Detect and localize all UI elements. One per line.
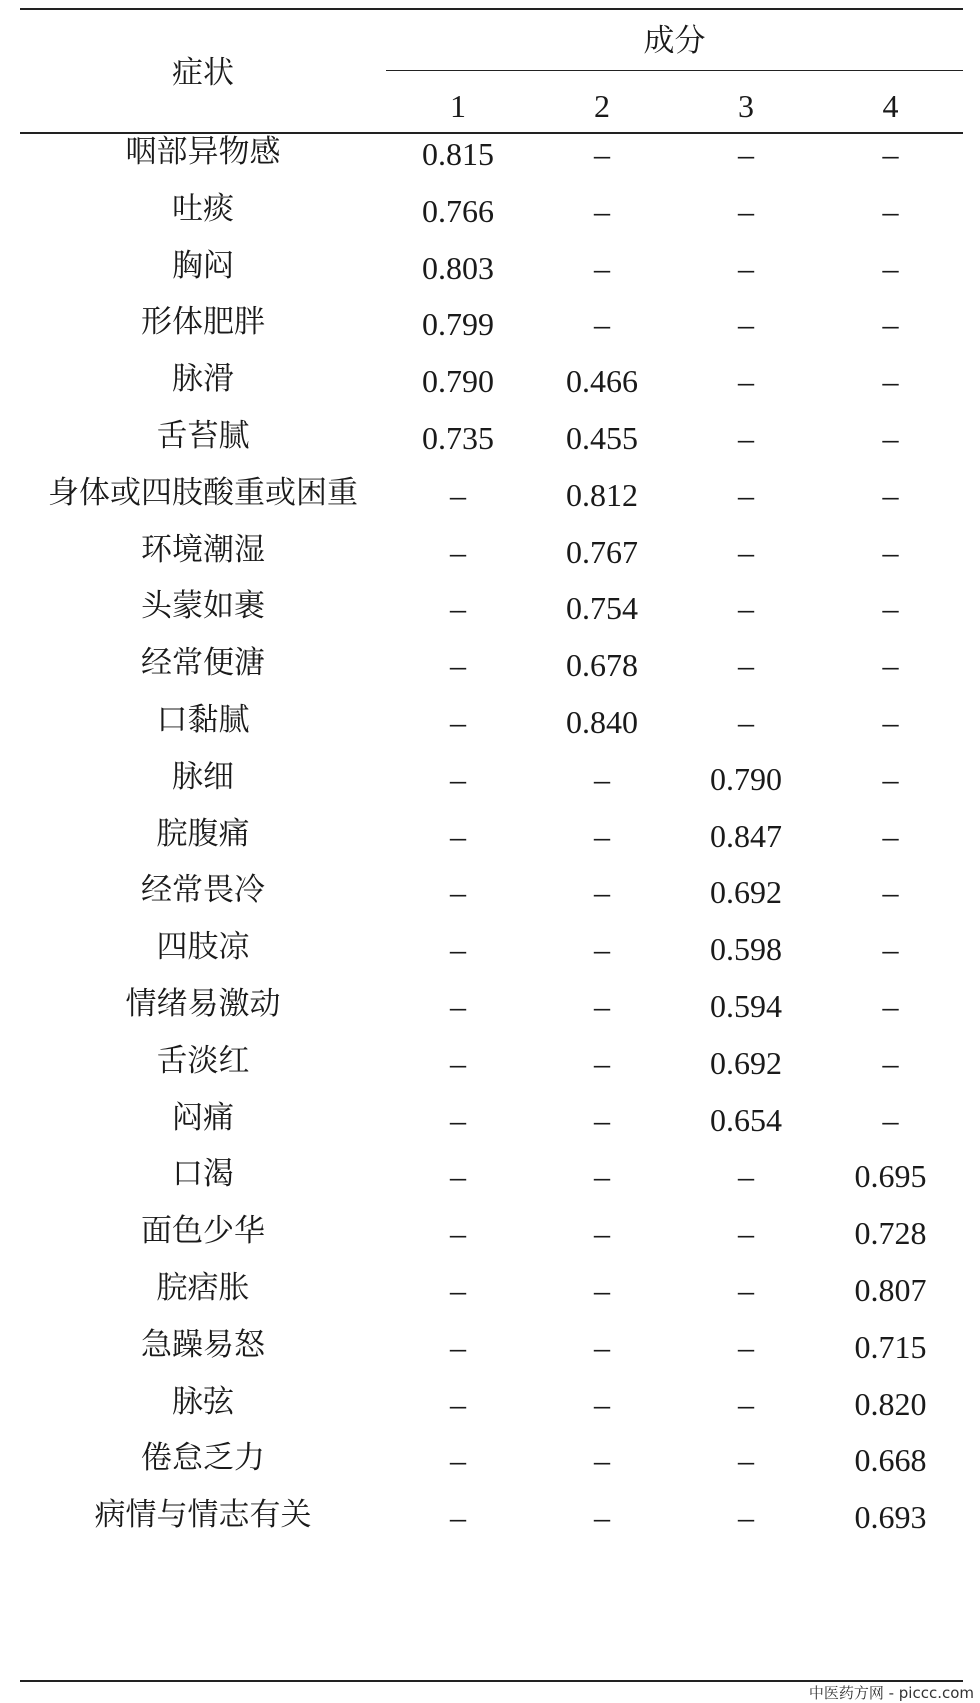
table-cell-component-1: 0.790 [422, 363, 494, 399]
table-row-symptom: 吐痰 [172, 191, 234, 227]
table-cell-component-2: 0.812 [566, 477, 638, 513]
table-cell-component-3: 0.598 [710, 931, 782, 967]
table-row-symptom: 身体或四肢酸重或困重 [48, 475, 358, 511]
table-row-symptom: 环境潮湿 [141, 532, 265, 568]
table-cell-component-1: – [450, 1386, 466, 1422]
table-cell-component-1: – [450, 1045, 466, 1081]
table-row-symptom: 经常畏冷 [141, 872, 265, 908]
table-cell-component-4: – [882, 363, 899, 399]
table-cell-component-1: 0.735 [422, 420, 494, 456]
table-cell-component-4: 0.695 [854, 1158, 927, 1194]
table-cell-component-3: – [738, 420, 754, 456]
table-cell-component-2: – [594, 874, 610, 910]
table-row-symptom: 舌苔腻 [156, 418, 250, 454]
table-cell-component-3: – [738, 1499, 754, 1535]
table-cell-component-1: – [450, 1329, 466, 1365]
header-component-4: 4 [882, 88, 899, 124]
table-cell-component-2: 0.767 [566, 534, 638, 570]
table-row-symptom: 病情与情志有关 [94, 1497, 312, 1533]
table-cell-component-2: – [594, 988, 610, 1024]
table-cell-component-4: – [882, 420, 899, 456]
table-row-symptom: 情绪易激动 [125, 986, 281, 1022]
table-cell-component-3: 0.594 [710, 988, 782, 1024]
table-cell-component-3: 0.654 [710, 1102, 782, 1138]
table-cell-component-4: 0.728 [854, 1215, 927, 1251]
table-cell-component-1: – [450, 931, 466, 967]
table-cell-component-4: – [882, 761, 899, 797]
table-cell-component-1: – [450, 1158, 466, 1194]
table-cell-component-2: 0.754 [566, 590, 638, 626]
table-cell-component-1: 0.766 [422, 193, 494, 229]
table-cell-component-1: – [450, 988, 466, 1024]
table-cell-component-3: – [738, 534, 754, 570]
table-cell-component-4: – [882, 250, 899, 286]
table-row-symptom: 脘痞胀 [156, 1270, 250, 1306]
table-cell-component-2: – [594, 1386, 610, 1422]
table-row-symptom: 形体肥胖 [141, 304, 265, 340]
table-cell-component-3: – [738, 306, 754, 342]
header-component-1: 1 [450, 88, 466, 124]
table-cell-component-2: – [594, 1045, 610, 1081]
table-cell-component-4: – [882, 1045, 899, 1081]
table-cell-component-3: – [738, 1215, 754, 1251]
table-row-symptom: 口渴 [172, 1156, 234, 1192]
table-cell-component-4: – [882, 818, 899, 854]
table-cell-component-1: – [450, 818, 466, 854]
table-cell-component-3: – [738, 1158, 754, 1194]
table-cell-component-3: 0.692 [710, 1045, 782, 1081]
table-cell-component-1: – [450, 1499, 466, 1535]
table-cell-component-4: – [882, 477, 899, 513]
header-component-3: 3 [738, 88, 754, 124]
table-cell-component-4: – [882, 704, 899, 740]
table-cell-component-2: 0.840 [566, 704, 638, 740]
table-row-symptom: 脘腹痛 [156, 816, 250, 852]
component-group-rule [386, 70, 963, 71]
table-cell-component-2: – [594, 1158, 610, 1194]
table-cell-component-2: – [594, 1442, 610, 1478]
table-cell-component-4: 0.715 [854, 1329, 927, 1365]
table-cell-component-1: – [450, 704, 466, 740]
table-cell-component-3: – [738, 1442, 754, 1478]
table-cell-component-1: – [450, 761, 466, 797]
table-cell-component-2: – [594, 136, 610, 172]
table-cell-component-1: – [450, 477, 466, 513]
table-cell-component-2: 0.466 [566, 363, 638, 399]
table-cell-component-3: – [738, 1272, 754, 1308]
table-cell-component-4: 0.820 [854, 1386, 927, 1422]
table-cell-component-4: – [882, 534, 899, 570]
table-cell-component-1: – [450, 1215, 466, 1251]
table-cell-component-4: – [882, 590, 899, 626]
table-row-symptom: 舌淡红 [156, 1043, 250, 1079]
table-cell-component-4: – [882, 193, 899, 229]
table-cell-component-4: 0.693 [854, 1499, 927, 1535]
table-cell-component-4: – [882, 306, 899, 342]
table-row-symptom: 脉弦 [172, 1384, 234, 1420]
table-row-symptom: 经常便溏 [141, 645, 265, 681]
table-row-symptom: 面色少华 [141, 1213, 265, 1249]
table-cell-component-1: – [450, 1102, 466, 1138]
table-cell-component-2: – [594, 250, 610, 286]
table-cell-component-2: – [594, 193, 610, 229]
table-cell-component-2: – [594, 1272, 610, 1308]
table-cell-component-2: 0.678 [566, 647, 638, 683]
table-cell-component-2: – [594, 1329, 610, 1365]
table-row-symptom: 口黏腻 [156, 702, 250, 738]
header-symptom: 症状 [172, 55, 234, 91]
table-cell-component-1: – [450, 534, 466, 570]
table-cell-component-4: 0.668 [854, 1442, 927, 1478]
table-cell-component-2: – [594, 931, 610, 967]
table-cell-component-2: – [594, 1102, 610, 1138]
table-cell-component-2: – [594, 761, 610, 797]
table-cell-component-3: – [738, 1386, 754, 1422]
table-row-symptom: 头蒙如裹 [141, 588, 265, 624]
table-row-symptom: 闷痛 [172, 1100, 234, 1136]
table-cell-component-3: 0.692 [710, 874, 782, 910]
table-cell-component-3: – [738, 704, 754, 740]
table-cell-component-2: – [594, 1499, 610, 1535]
table-row-symptom: 急躁易怒 [141, 1327, 265, 1363]
table-cell-component-1: – [450, 874, 466, 910]
table-row-symptom: 脉细 [172, 759, 234, 795]
header-component: 成分 [643, 23, 706, 59]
table-cell-component-4: – [882, 931, 899, 967]
table-cell-component-2: 0.455 [566, 420, 638, 456]
table-row-symptom: 四肢凉 [156, 929, 250, 965]
table-cell-component-4: – [882, 136, 899, 172]
table-cell-component-1: – [450, 1272, 466, 1308]
table-cell-component-4: – [882, 647, 899, 683]
table-cell-component-3: 0.847 [710, 818, 782, 854]
table-cell-component-4: 0.807 [854, 1272, 927, 1308]
table-cell-component-2: – [594, 818, 610, 854]
table-cell-component-4: – [882, 1102, 899, 1138]
table-row-symptom: 胸闷 [172, 248, 234, 284]
table-cell-component-2: – [594, 1215, 610, 1251]
table-cell-component-3: – [738, 647, 754, 683]
table-cell-component-3: – [738, 590, 754, 626]
watermark: 中医药方网 - piccc.com [808, 1684, 974, 1702]
table-cell-component-3: – [738, 477, 754, 513]
table-cell-component-3: – [738, 363, 754, 399]
table-cell-component-3: – [738, 1329, 754, 1365]
table-row-symptom: 脉滑 [172, 361, 234, 397]
table-top-rule [20, 8, 963, 10]
table-cell-component-2: – [594, 306, 610, 342]
table-cell-component-1: – [450, 590, 466, 626]
table-row-symptom: 倦怠乏力 [141, 1440, 265, 1476]
table-cell-component-1: – [450, 647, 466, 683]
table-cell-component-4: – [882, 874, 899, 910]
table-cell-component-3: – [738, 250, 754, 286]
table-cell-component-3: 0.790 [710, 761, 782, 797]
table-cell-component-4: – [882, 988, 899, 1024]
table-cell-component-1: – [450, 1442, 466, 1478]
table-cell-component-3: – [738, 193, 754, 229]
table-cell-component-1: 0.799 [422, 306, 494, 342]
table-cell-component-1: 0.803 [422, 250, 494, 286]
table-cell-component-1: 0.815 [422, 136, 494, 172]
table-cell-component-3: – [738, 136, 754, 172]
table-row-symptom: 咽部异物感 [125, 134, 281, 170]
header-component-2: 2 [594, 88, 610, 124]
